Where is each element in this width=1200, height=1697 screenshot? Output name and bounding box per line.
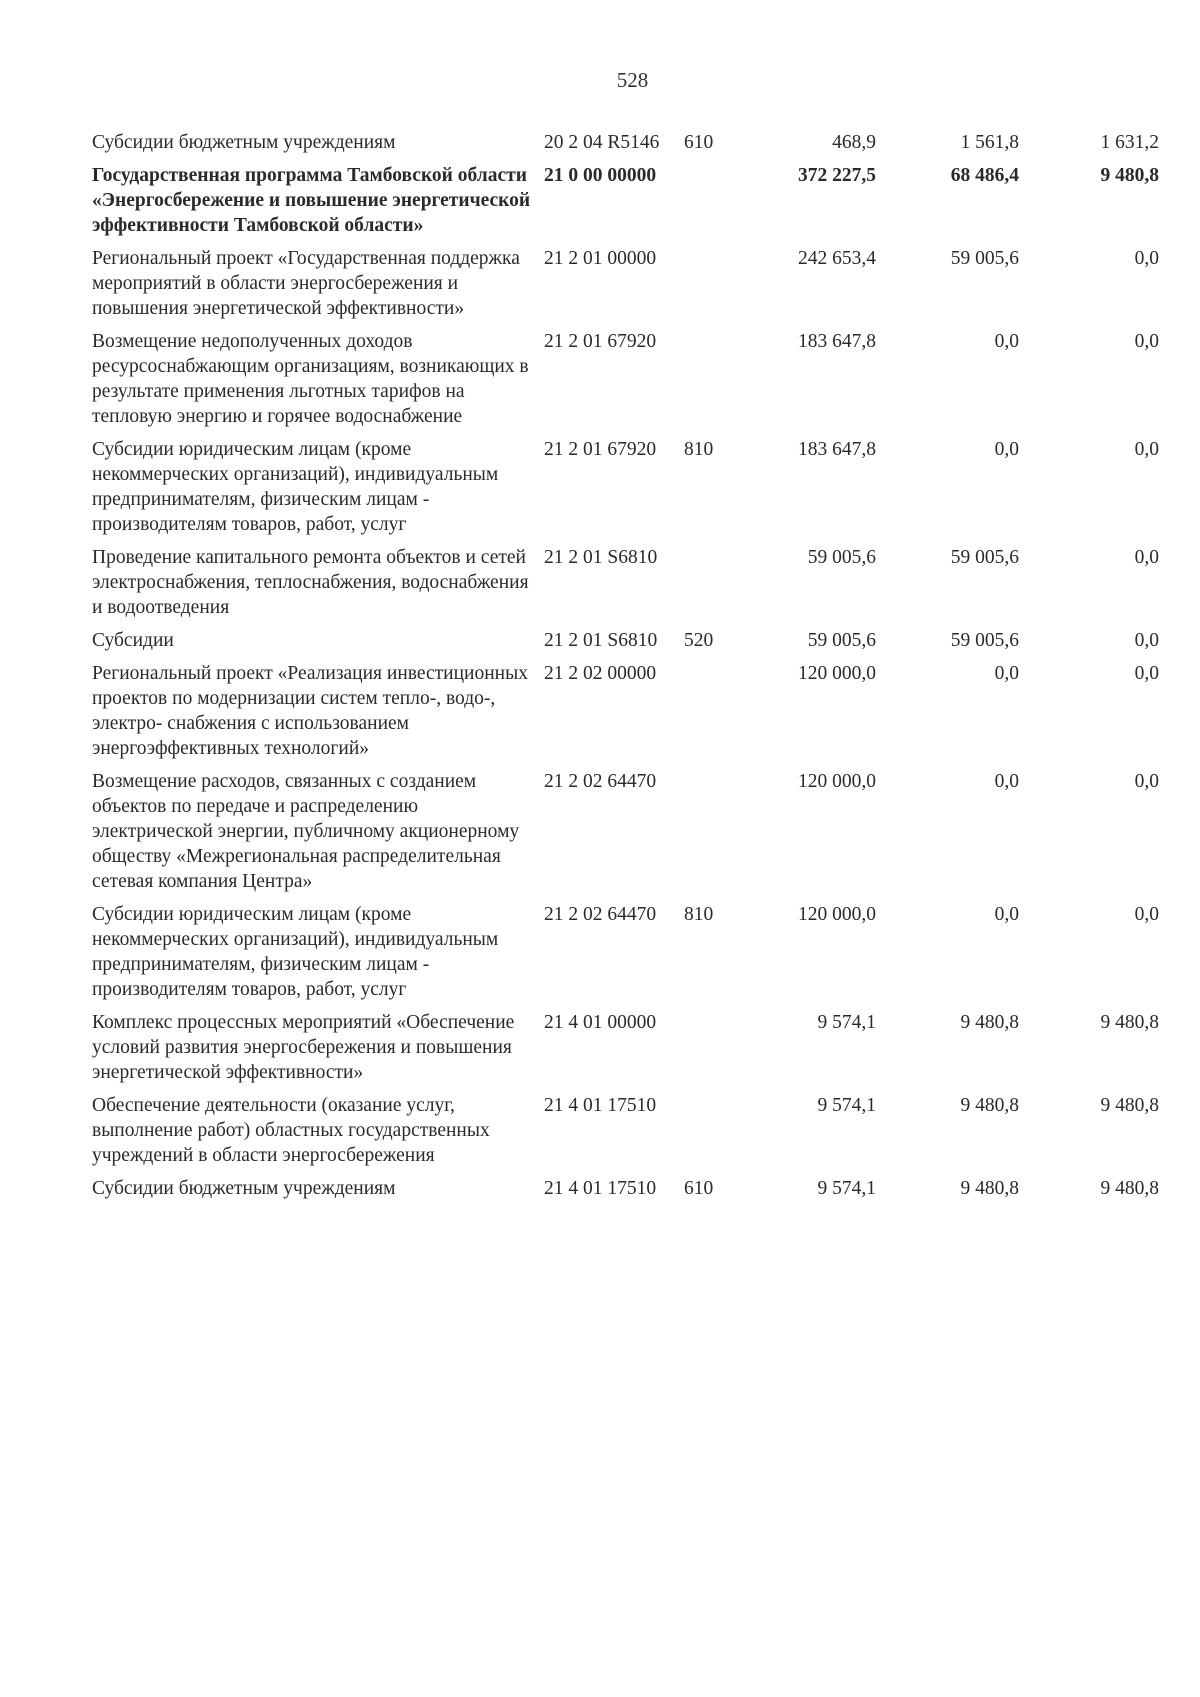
table-row (92, 661, 1182, 761)
row-value-3: 0,0 (1134, 904, 1159, 925)
row-value-1: 120 000,0 (798, 771, 876, 792)
row-value-3: 0,0 (1134, 630, 1159, 651)
row-name: Проведение капитального ремонта объектов и сетей электроснабжения, теплоснабжения, водоснабжения и водоотведения (92, 547, 529, 618)
row-value-1: 9 574,1 (817, 1012, 876, 1033)
table-row (92, 246, 1182, 321)
table-row (92, 769, 1182, 894)
row-value-3: 1 631,2 (1100, 132, 1159, 153)
row-name: Региональный проект «Государственная поддержка мероприятий в области энергосбережения и повышения энергетической эффективности» (92, 248, 520, 319)
row-value-1: 120 000,0 (798, 663, 876, 684)
row-name: Региональный проект «Реализация инвестиционных проектов по модернизации систем тепло-, водо-, электро- снабжения с использованием энергоэффективных технологий» (92, 663, 528, 759)
row-name: Субсидии (92, 630, 174, 651)
row-code: 21 2 02 64470 (544, 904, 657, 925)
table-row (92, 163, 1182, 238)
row-name: Обеспечение деятельности (оказание услуг, выполнение работ) областных государственных учреждений в области энергосбережения (92, 1095, 490, 1166)
row-value-2: 0,0 (994, 663, 1019, 684)
row-value-3: 0,0 (1134, 547, 1159, 568)
row-code: 21 0 00 00000 (544, 165, 657, 186)
table-row (92, 545, 1182, 620)
row-value-1: 372 227,5 (798, 165, 876, 186)
row-value-3: 9 480,8 (1100, 1178, 1159, 1199)
row-value-1: 183 647,8 (798, 331, 876, 352)
row-value-1: 242 653,4 (798, 248, 876, 269)
row-code: 21 2 01 00000 (544, 248, 657, 269)
row-value-3: 0,0 (1134, 331, 1159, 352)
row-value-2: 59 005,6 (950, 248, 1019, 269)
row-name: Государственная программа Тамбовской области «Энергосбережение и повышение энергетической эффективности Тамбовской области» (92, 165, 531, 236)
row-expense-type: 810 (684, 904, 714, 925)
row-code: 21 4 01 17510 (544, 1095, 657, 1116)
row-value-3: 0,0 (1134, 439, 1159, 460)
row-expense-type: 810 (684, 439, 714, 460)
table-row (92, 1093, 1182, 1168)
page-number: 528 (616, 68, 649, 92)
row-name: Субсидии юридическим лицам (кроме некоммерческих организаций), индивидуальным предпринимателям, физическим лицам - производителям товаров, работ, услуг (92, 904, 499, 1000)
row-value-2: 9 480,8 (960, 1095, 1019, 1116)
row-expense-type: 610 (684, 1178, 714, 1199)
row-value-2: 59 005,6 (950, 630, 1019, 651)
row-name: Возмещение недополученных доходов ресурсоснабжающим организациям, возникающих в результате применения льготных тарифов на тепловую энергию и горячее водоснабжение (92, 331, 529, 427)
table-row (92, 329, 1182, 429)
row-value-3: 9 480,8 (1100, 1095, 1159, 1116)
row-value-1: 183 647,8 (798, 439, 876, 460)
row-value-2: 0,0 (994, 904, 1019, 925)
row-value-1: 9 574,1 (817, 1095, 876, 1116)
row-name: Комплекс процессных мероприятий «Обеспечение условий развития энергосбережения и повышения энергетической эффективности» (92, 1012, 515, 1083)
row-code: 21 4 01 00000 (544, 1012, 657, 1033)
row-code: 21 2 02 64470 (544, 771, 657, 792)
row-name: Возмещение расходов, связанных с созданием объектов по передаче и распределению электрической энергии, публичному акционерному обществу «Межрегиональная распределительная сетевая компания Центра» (92, 771, 520, 892)
row-value-1: 120 000,0 (798, 904, 876, 925)
row-value-2: 1 561,8 (960, 132, 1019, 153)
row-value-2: 0,0 (994, 439, 1019, 460)
row-value-2: 59 005,6 (950, 547, 1019, 568)
row-value-1: 59 005,6 (807, 547, 876, 568)
table-row (92, 1010, 1182, 1085)
row-value-3: 9 480,8 (1100, 165, 1159, 186)
row-code: 20 2 04 R5146 (544, 132, 660, 153)
table-row (92, 902, 1182, 1002)
row-code: 21 2 01 S6810 (544, 630, 658, 651)
row-code: 21 4 01 17510 (544, 1178, 657, 1199)
row-value-2: 68 486,4 (950, 165, 1019, 186)
row-value-1: 59 005,6 (807, 630, 876, 651)
table-row (92, 437, 1182, 537)
row-value-3: 0,0 (1134, 248, 1159, 269)
row-value-1: 468,9 (832, 132, 876, 153)
row-expense-type: 610 (684, 132, 714, 153)
row-code: 21 2 02 00000 (544, 663, 657, 684)
row-value-2: 0,0 (994, 771, 1019, 792)
row-name: Субсидии юридическим лицам (кроме некоммерческих организаций), индивидуальным предпринимателям, физическим лицам - производителям товаров, работ, услуг (92, 439, 499, 535)
row-name: Субсидии бюджетным учреждениям (92, 1178, 396, 1199)
row-code: 21 2 01 S6810 (544, 547, 658, 568)
row-value-3: 0,0 (1134, 771, 1159, 792)
row-expense-type: 520 (684, 630, 714, 651)
row-value-3: 9 480,8 (1100, 1012, 1159, 1033)
row-name: Субсидии бюджетным учреждениям (92, 132, 396, 153)
table-row (92, 628, 1182, 653)
row-code: 21 2 01 67920 (544, 331, 657, 352)
budget-table (92, 130, 1182, 1209)
table-row (92, 130, 1182, 155)
row-code: 21 2 01 67920 (544, 439, 657, 460)
row-value-2: 9 480,8 (960, 1012, 1019, 1033)
table-row (92, 1176, 1182, 1201)
row-value-2: 9 480,8 (960, 1178, 1019, 1199)
row-value-2: 0,0 (994, 331, 1019, 352)
row-value-3: 0,0 (1134, 663, 1159, 684)
row-value-1: 9 574,1 (817, 1178, 876, 1199)
